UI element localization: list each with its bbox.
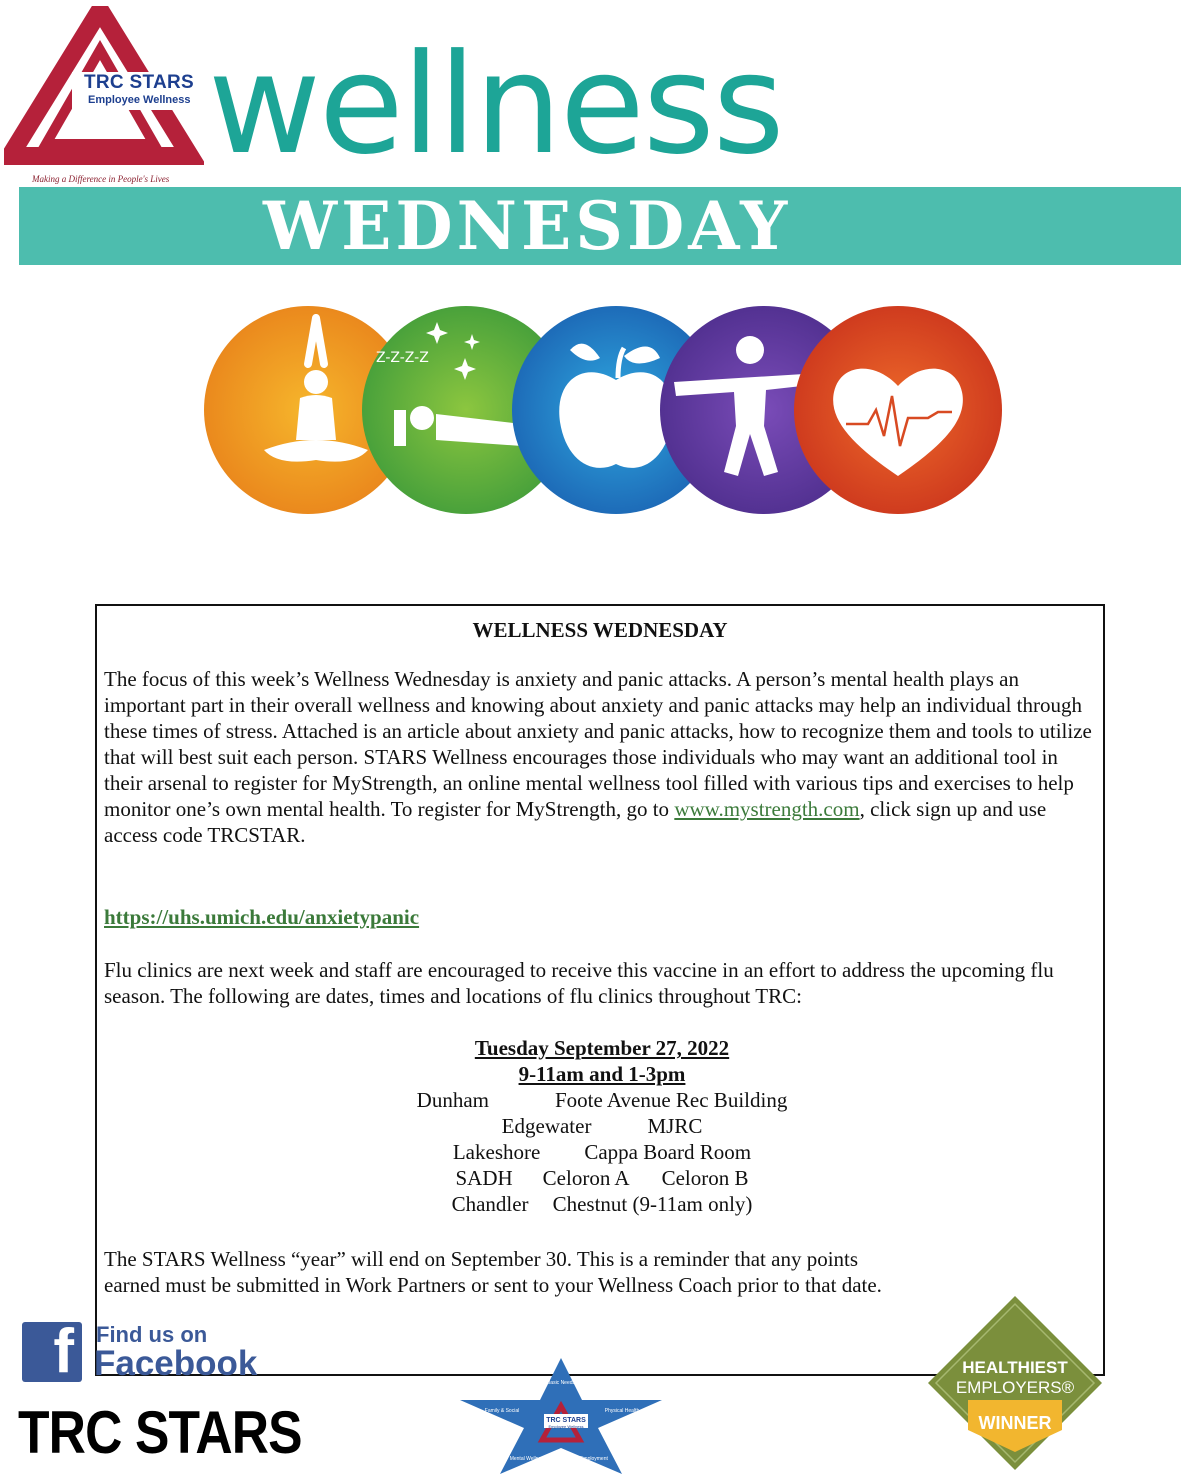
emblem-bottom-left-label: Mental Wellness	[509, 1456, 547, 1462]
clinic-location-row	[97, 1087, 1107, 1113]
emblem-subtitle: Employee Wellness	[548, 1424, 584, 1429]
badge-line-employers: EMPLOYERS®	[955, 1378, 1075, 1397]
wellness-heading: wellness	[208, 24, 783, 185]
badge-line-healthiest: HEALTHIEST	[962, 1358, 1068, 1377]
emblem-bottom-right-label: Employment	[580, 1456, 608, 1462]
clinic-location-row	[97, 1165, 1107, 1191]
clinic-location-row	[97, 1113, 1107, 1139]
clinic-location: SADH	[455, 1166, 513, 1190]
intro-text: The focus of this week’s Wellness Wednesday is anxiety and panic attacks. A person’s mental health plays an important part in their overall wellness and knowing about anxiety and panic attacks may help an individual through these times of stress. Attached is an article about anxiety and panic attacks, how to recognize them and tools to utilize that will best suit each person. STARS Wellness encourages those individuals who may want an additional tool in their arsenal to register for MyStrength, an online mental wellness tool filled with various tips and exercises to help monitor one’s own mental health. To register for MyStrength, go to	[104, 667, 1092, 821]
clinic-location: Dunham	[416, 1088, 489, 1112]
facebook-name-text[interactable]: Facebook	[94, 1344, 258, 1383]
logo-tagline: Making a Difference in People's Lives	[32, 174, 170, 184]
mystrength-link[interactable]: www.mystrength.com	[674, 797, 860, 821]
year-end-paragraph: The STARS Wellness “year” will end on September 30. This is a reminder that any points earned must be submitted in Work Partners or sent to your Wellness Coach prior to that date.	[104, 1247, 882, 1297]
clinic-location: Celoron B	[661, 1166, 749, 1190]
clinic-location-row	[97, 1191, 1107, 1217]
clinic-location: Edgewater	[501, 1114, 592, 1138]
heart-heartbeat-icon	[794, 306, 1002, 514]
anxiety-panic-link[interactable]: https://uhs.umich.edu/anxietypanic	[104, 905, 420, 929]
logo-subtitle: Employee Wellness	[88, 94, 191, 106]
wednesday-heading: WEDNESDAY	[263, 187, 792, 265]
trc-stars-logo	[4, 6, 204, 190]
badge-line-winner: WINNER	[978, 1413, 1052, 1433]
clinic-location: MJRC	[647, 1114, 703, 1138]
clinic-location-row	[97, 1139, 1107, 1165]
clinic-location: Celoron A	[542, 1166, 630, 1190]
facebook-f-glyph: f	[53, 1318, 74, 1382]
intro-tail: , click sign up and use access code TRCSTAR.	[104, 797, 1047, 847]
content-title: WELLNESS WEDNESDAY	[472, 618, 728, 642]
facebook-find-text[interactable]: Find us on	[96, 1322, 208, 1347]
logo-title: TRC STARS	[84, 72, 195, 93]
flu-clinic-paragraph: Flu clinics are next week and staff are encouraged to receive this vaccine in an effort to address the upcoming flu season. The following are dates, times and locations of flu clinics throughout TRC:	[104, 958, 1054, 1008]
emblem-top-label: Basic Needs	[546, 1380, 576, 1386]
trc-stars-wordmark: TRC STARS	[18, 1399, 302, 1466]
clinic-times: 9-11am and 1-3pm	[518, 1062, 686, 1086]
svg-text:Z-Z-Z-Z: Z-Z-Z-Z	[376, 350, 429, 366]
emblem-right-label: Physical Health	[604, 1408, 640, 1414]
wellness-icons-strip	[204, 300, 1004, 520]
clinic-location: Chestnut (9-11am only)	[552, 1192, 753, 1216]
intro-paragraph	[104, 666, 1100, 848]
trc-stars-star-emblem	[458, 1356, 664, 1476]
flu-clinic-schedule	[97, 1035, 1107, 1217]
emblem-left-label: Family & Social	[484, 1408, 520, 1414]
clinic-location: Cappa Board Room	[584, 1140, 752, 1164]
clinic-location: Lakeshore	[452, 1140, 541, 1164]
clinic-location: Foote Avenue Rec Building	[554, 1088, 788, 1112]
clinic-location: Chandler	[451, 1192, 529, 1216]
wellness-content-box	[95, 604, 1105, 1376]
emblem-title: TRC STARS	[546, 1417, 586, 1424]
clinic-date: Tuesday September 27, 2022	[474, 1036, 730, 1060]
